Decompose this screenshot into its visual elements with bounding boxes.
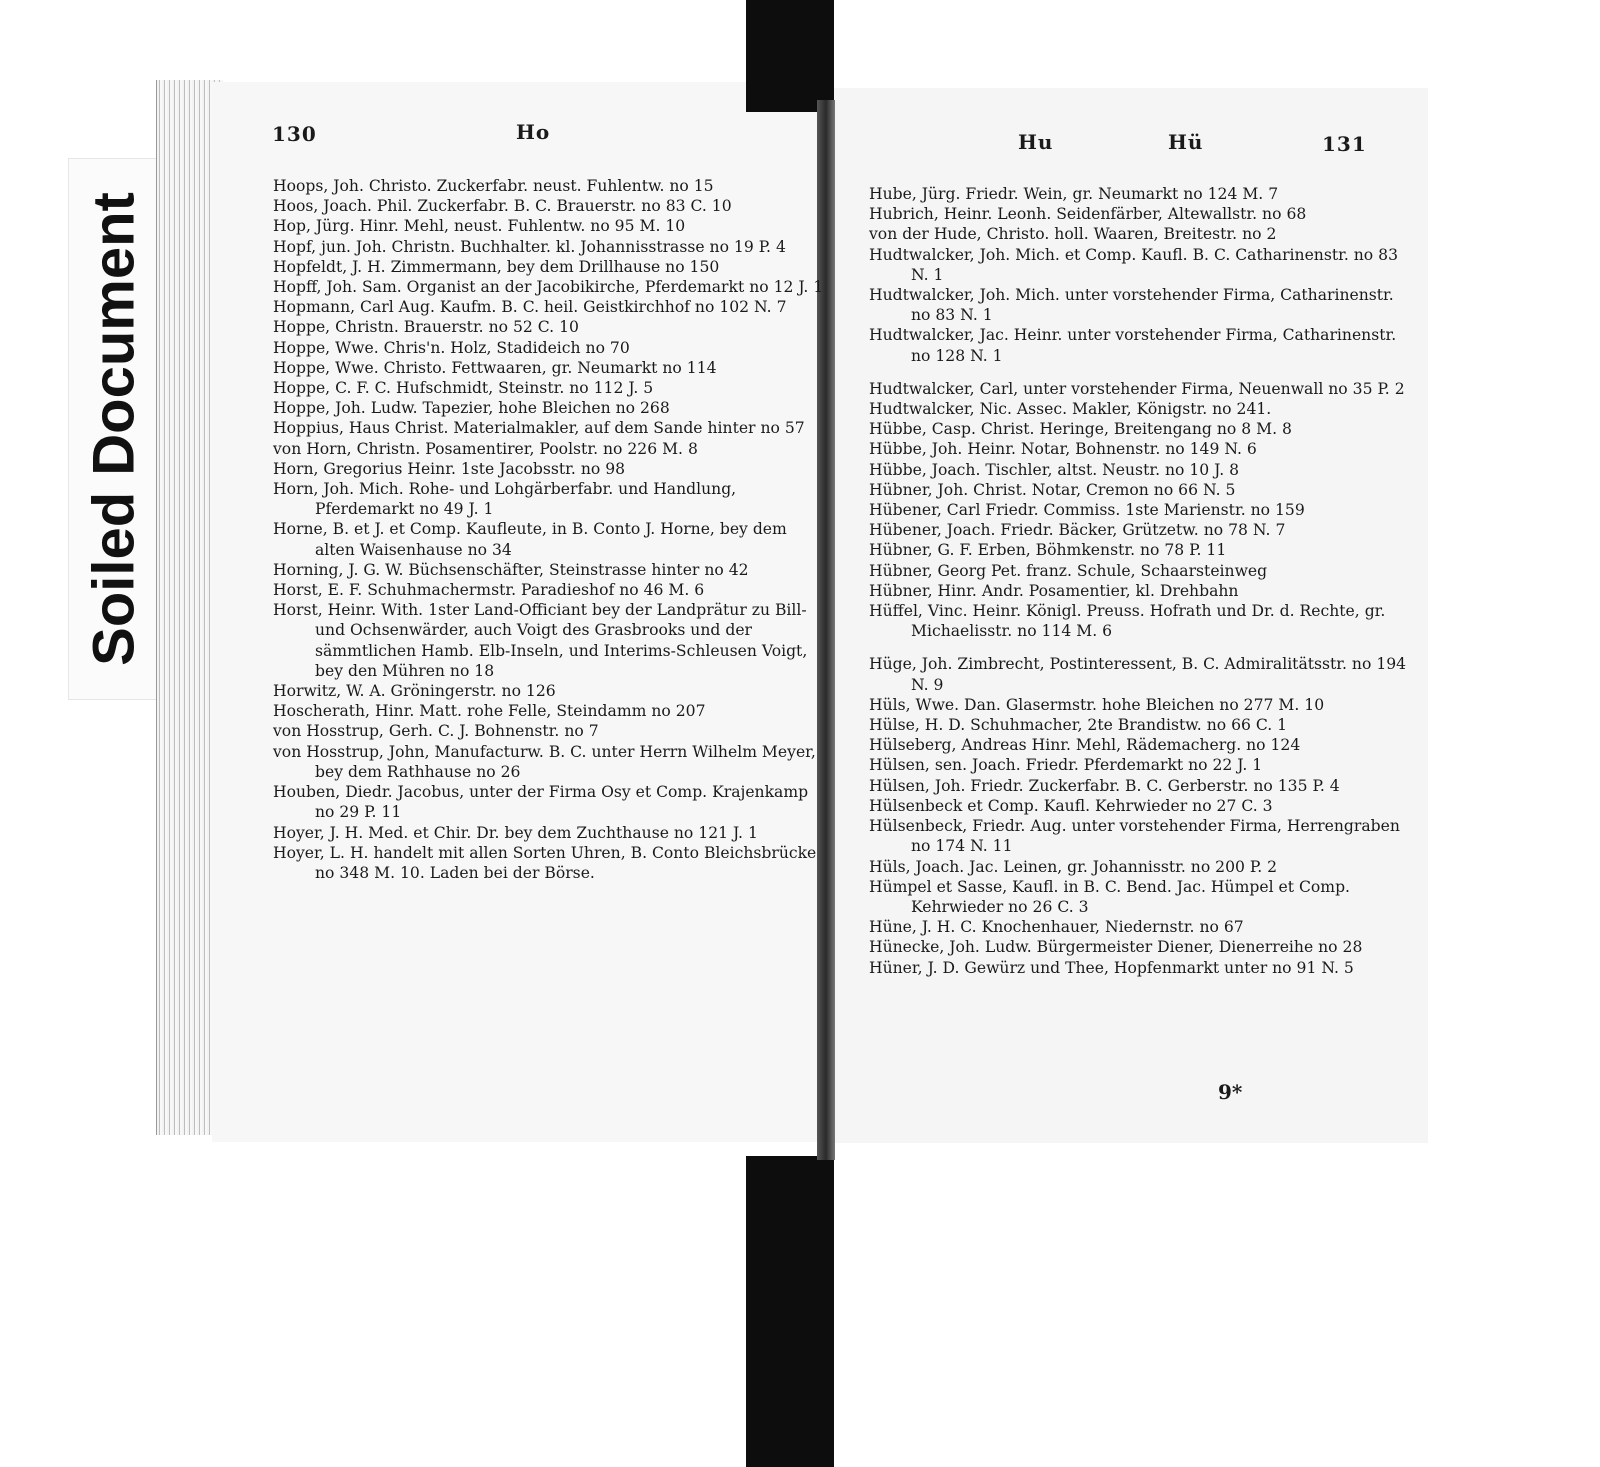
directory-entry: Hoscherath, Hinr. Matt. rohe Felle, Steindamm no 207	[273, 702, 706, 721]
directory-entry: Hopff, Joh. Sam. Organist an der Jacobikirche, Pferdemarkt no 12 J. 1	[273, 278, 824, 297]
directory-entry: Hüne, J. H. C. Knochenhauer, Niedernstr. no 67	[869, 918, 1244, 937]
directory-entry: Hoppius, Haus Christ. Materialmakler, auf dem Sande hinter no 57	[273, 419, 805, 438]
directory-entry: Horn, Joh. Mich. Rohe- und Lohgärberfabr. und Handlung, Pferdemarkt no 49 J. 1	[273, 480, 737, 519]
directory-entry: Hudtwalcker, Carl, unter vorstehender Firma, Neuenwall no 35 P. 2	[869, 379, 1405, 398]
directory-entry: Hudtwalcker, Joh. Mich. unter vorstehender Firma, Catharinenstr. no 83 N. 1	[869, 286, 1394, 325]
directory-entry: Hünecke, Joh. Ludw. Bürgermeister Diener, Dienerreihe no 28	[869, 938, 1363, 957]
directory-entry: Hoppe, Joh. Ludw. Tapezier, hohe Bleichen no 268	[273, 399, 670, 418]
directory-entry: Hudtwalcker, Jac. Heinr. unter vorstehender Firma, Catharinenstr. no 128 N. 1	[869, 326, 1397, 365]
directory-entry: Hübner, G. F. Erben, Böhmkenstr. no 78 P. 11	[869, 541, 1227, 560]
directory-entry: Hopfeldt, J. H. Zimmermann, bey dem Drillhause no 150	[273, 257, 720, 276]
directory-entry: Hübner, Joh. Christ. Notar, Cremon no 66 N. 5	[869, 480, 1236, 499]
directory-entry: Hübener, Carl Friedr. Commiss. 1ste Marienstr. no 159	[869, 501, 1305, 520]
directory-entry: Hübener, Joach. Friedr. Bäcker, Grützetw. no 78 N. 7	[869, 521, 1286, 540]
directory-entry: Hülsenbeck, Friedr. Aug. unter vorstehender Firma, Herrengraben no 174 N. 11	[869, 817, 1400, 856]
directory-entry: von Hosstrup, Gerh. C. J. Bohnenstr. no 7	[273, 722, 599, 741]
directory-entry: Hopf, jun. Joh. Christn. Buchhalter. kl. Johannisstrasse no 19 P. 4	[273, 237, 786, 256]
directory-entry: Hoyer, L. H. handelt mit allen Sorten Uhren, B. Conto Bleichsbrücke no 348 M. 10. Laden bei der Börse.	[273, 843, 817, 882]
directory-entry: Hubrich, Heinr. Leonh. Seidenfärber, Altewallstr. no 68	[869, 205, 1307, 224]
directory-entry: von der Hude, Christo. holl. Waaren, Breitestr. no 2	[869, 225, 1277, 244]
directory-entry: Hop, Jürg. Hinr. Mehl, neust. Fuhlentw. no 95 M. 10	[273, 217, 686, 236]
directory-entry: Hübner, Hinr. Andr. Posamentier, kl. Drehbahn	[869, 581, 1239, 600]
directory-entry: Hoppe, Wwe. Chris'n. Holz, Stadideich no 70	[273, 338, 630, 357]
directory-entry: Hüls, Wwe. Dan. Glasermstr. hohe Bleichen no 277 M. 10	[869, 695, 1325, 714]
directory-entry: Hülsen, sen. Joach. Friedr. Pferdemarkt no 22 J. 1	[869, 756, 1263, 775]
directory-entry: Hümpel et Sasse, Kaufl. in B. C. Bend. Jac. Hümpel et Comp. Kehrwieder no 26 C. 3	[869, 877, 1351, 916]
left-running-head: Ho	[516, 120, 551, 144]
signature-mark: 9*	[1218, 1080, 1243, 1104]
directory-entry: Hoppe, C. F. C. Hufschmidt, Steinstr. no 112 J. 5	[273, 379, 654, 398]
binding-strip-top	[746, 0, 834, 112]
right-page-number: 131	[1322, 132, 1367, 156]
directory-entry: Houben, Diedr. Jacobus, unter der Firma Osy et Comp. Krajenkamp no 29 P. 11	[273, 783, 809, 822]
directory-entry: Hudtwalcker, Joh. Mich. et Comp. Kaufl. B. C. Catharinenstr. no 83 N. 1	[869, 245, 1398, 284]
directory-entry: Hoos, Joach. Phil. Zuckerfabr. B. C. Brauerstr. no 83 C. 10	[273, 197, 732, 216]
directory-entry: Hube, Jürg. Friedr. Wein, gr. Neumarkt no 124 M. 7	[869, 185, 1279, 203]
directory-entry: Hülsen, Joh. Friedr. Zuckerfabr. B. C. Gerberstr. no 135 P. 4	[869, 776, 1340, 795]
directory-entry: Horning, J. G. W. Büchsenschäfter, Steinstrasse hinter no 42	[273, 560, 749, 579]
directory-entry: Horst, Heinr. With. 1ster Land-Officiant bey der Landprätur zu Bill- und Ochsenwärder, auch Voigt des Grasbrooks und der sämmtlichen Hamb. Elb-Inseln, und Interims-Schleusen Voigt, bey den Mühren no 18	[273, 601, 808, 680]
directory-entry: Hübbe, Joach. Tischler, altst. Neustr. no 10 J. 8	[869, 460, 1240, 479]
entry-gap	[869, 366, 1417, 379]
directory-entry: Hübbe, Casp. Christ. Heringe, Breitengang no 8 M. 8	[869, 420, 1292, 439]
soiled-document-label	[68, 158, 160, 700]
directory-entry: Horn, Gregorius Heinr. 1ste Jacobsstr. no 98	[273, 459, 626, 478]
directory-entry: Hübner, Georg Pet. franz. Schule, Schaarsteinweg	[869, 561, 1268, 580]
entry-gap	[869, 641, 1417, 654]
directory-entry: Hüffel, Vinc. Heinr. Königl. Preuss. Hofrath und Dr. d. Rechte, gr. Michaelisstr. no 114 M. 6	[869, 602, 1386, 641]
left-page-entries	[273, 176, 825, 883]
right-running-head-hu: Hu	[1018, 130, 1054, 154]
directory-entry: Hudtwalcker, Nic. Assec. Makler, Königstr. no 241.	[869, 400, 1272, 419]
directory-entry: Hoops, Joh. Christo. Zuckerfabr. neust. Fuhlentw. no 15	[273, 177, 714, 195]
right-page-entries	[869, 184, 1417, 978]
directory-entry: Horne, B. et J. et Comp. Kaufleute, in B. Conto J. Horne, bey dem alten Waisenhause no 34	[273, 520, 787, 559]
binding-strip-bottom	[746, 1156, 834, 1467]
directory-entry: Hülse, H. D. Schuhmacher, 2te Brandistw. no 66 C. 1	[869, 716, 1288, 735]
directory-entry: Hülsenbeck et Comp. Kaufl. Kehrwieder no 27 C. 3	[869, 796, 1273, 815]
directory-entry: von Hosstrup, John, Manufacturw. B. C. unter Herrn Wilhelm Meyer, bey dem Rathhause no 26	[273, 742, 816, 781]
label-text: Soiled Document	[81, 192, 147, 666]
directory-entry: Hopmann, Carl Aug. Kaufm. B. C. heil. Geistkirchhof no 102 N. 7	[273, 298, 787, 317]
directory-entry: Hoppe, Christn. Brauerstr. no 52 C. 10	[273, 318, 579, 337]
left-page-number: 130	[272, 122, 317, 146]
directory-entry: von Horn, Christn. Posamentirer, Poolstr. no 226 M. 8	[273, 439, 698, 458]
directory-entry: Hüge, Joh. Zimbrecht, Postinteressent, B. C. Admiralitätsstr. no 194 N. 9	[869, 655, 1407, 694]
directory-entry: Hoppe, Wwe. Christo. Fettwaaren, gr. Neumarkt no 114	[273, 358, 717, 377]
directory-entry: Hoyer, J. H. Med. et Chir. Dr. bey dem Zuchthause no 121 J. 1	[273, 823, 758, 842]
directory-entry: Hübbe, Joh. Heinr. Notar, Bohnenstr. no 149 N. 6	[869, 440, 1257, 459]
directory-entry: Hüls, Joach. Jac. Leinen, gr. Johannisstr. no 200 P. 2	[869, 857, 1278, 876]
directory-entry: Hüner, J. D. Gewürz und Thee, Hopfenmarkt unter no 91 N. 5	[869, 958, 1354, 977]
right-running-head-hue: Hü	[1168, 130, 1204, 154]
directory-entry: Hülseberg, Andreas Hinr. Mehl, Rädemacherg. no 124	[869, 736, 1301, 755]
directory-entry: Horwitz, W. A. Gröningerstr. no 126	[273, 682, 556, 701]
directory-entry: Horst, E. F. Schuhmachermstr. Paradieshof no 46 M. 6	[273, 581, 705, 600]
